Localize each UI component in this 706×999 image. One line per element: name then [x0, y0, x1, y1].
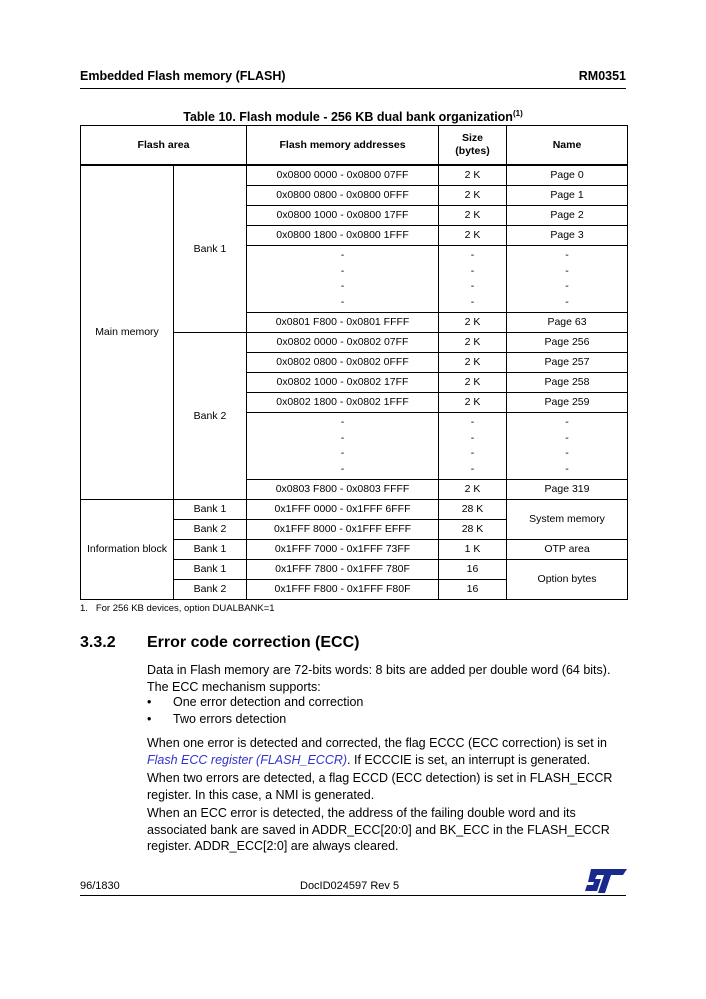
table-title-note: (1) — [512, 109, 523, 118]
dash: - — [340, 431, 345, 444]
size-cell: 2 K — [439, 165, 507, 186]
address-cell: 0x0802 0000 - 0x0802 07FF — [247, 333, 439, 353]
paragraph-ecc-detection: When two errors are detected, a flag ECCD (ECC detection) is set in FLASH_ECCR register. In this case, a NMI is generated. — [147, 771, 613, 802]
table-footnote: 1. For 256 KB devices, option DUALBANK=1 — [80, 603, 275, 614]
address-cell: 0x1FFF 0000 - 0x1FFF 6FFF — [247, 500, 439, 520]
bank2-label: Bank 2 — [174, 333, 247, 500]
address-cell: 0x0800 1800 - 0x0800 1FFF — [247, 226, 439, 246]
name-cell: Page 256 — [507, 333, 628, 353]
bullet-item — [147, 711, 286, 728]
flash-eccr-link[interactable]: Flash ECC register (FLASH_ECCR) — [147, 752, 348, 767]
bullet-item — [147, 694, 363, 711]
st-logo-icon — [585, 869, 627, 898]
footer-rule — [80, 895, 626, 896]
dash: - — [470, 264, 475, 277]
bullet-icon: • — [147, 712, 152, 726]
bank-cell: Bank 2 — [174, 580, 247, 600]
size-cell: 2 K — [439, 226, 507, 246]
address-cell: 0x0801 F800 - 0x0801 FFFF — [247, 313, 439, 333]
dash: - — [470, 416, 475, 428]
size-cell: 28 K — [439, 520, 507, 540]
ellipsis-size — [439, 413, 507, 480]
bullet-text: One error detection and correction — [173, 695, 364, 709]
system-memory-cell: System memory — [507, 500, 628, 540]
address-cell: 0x1FFF 7800 - 0x1FFF 780F — [247, 560, 439, 580]
option-bytes-cell: Option bytes — [507, 560, 628, 600]
size-cell: 2 K — [439, 373, 507, 393]
table-title-text: Table 10. Flash module - 256 KB dual bank organization — [183, 110, 513, 125]
dash: - — [470, 462, 475, 475]
ellipsis-size — [439, 246, 507, 313]
dash: - — [565, 249, 569, 261]
dash: - — [565, 264, 569, 277]
st-logo-svg — [585, 869, 627, 893]
size-cell: 2 K — [439, 480, 507, 500]
main-memory-label: Main memory — [81, 165, 174, 500]
document-id: DocID024597 Rev 5 — [300, 880, 400, 892]
name-cell: Page 3 — [507, 226, 628, 246]
dash: - — [565, 295, 569, 308]
section-number: 3.3.2 — [80, 634, 116, 651]
address-cell: 0x1FFF F800 - 0x1FFF F80F — [247, 580, 439, 600]
section-title: Error code correction (ECC) — [147, 634, 360, 651]
name-cell: Page 2 — [507, 206, 628, 226]
header-flash-area: Flash area — [81, 126, 247, 166]
address-cell: 0x0800 0800 - 0x0800 0FFF — [247, 186, 439, 206]
size-cell: 16 — [439, 560, 507, 580]
address-cell: 0x0802 1000 - 0x0802 17FF — [247, 373, 439, 393]
bank-cell: Bank 1 — [174, 500, 247, 520]
page-number: 96/1830 — [80, 880, 120, 892]
address-cell: 0x0802 1800 - 0x0802 1FFF — [247, 393, 439, 413]
dash: - — [565, 431, 569, 444]
size-cell: 16 — [439, 580, 507, 600]
name-cell: Page 319 — [507, 480, 628, 500]
ellipsis-name — [507, 246, 628, 313]
dash: - — [470, 431, 475, 444]
dash: - — [340, 249, 345, 261]
dash: - — [565, 416, 569, 428]
header-title: Embedded Flash memory (FLASH) — [80, 69, 286, 83]
dash: - — [470, 295, 475, 308]
dash: - — [340, 416, 345, 428]
size-cell: 28 K — [439, 500, 507, 520]
header-name: Name — [507, 126, 628, 166]
dash: - — [565, 280, 569, 292]
table-title — [80, 109, 626, 124]
table-header-row — [81, 126, 628, 166]
paragraph-text: . If ECCCIE is set, an interrupt is generated. — [347, 752, 591, 767]
header-doc-code: RM0351 — [578, 69, 626, 83]
dash: - — [565, 447, 569, 459]
section-intro: Data in Flash memory are 72-bits words: 8 bits are added per double word (64 bits). The ECC mechanism supports: — [147, 663, 611, 694]
size-cell: 2 K — [439, 186, 507, 206]
bullet-icon: • — [147, 695, 152, 709]
paragraph-ecc-address: When an ECC error is detected, the address of the failing double word and its associated bank are saved in ADDR_ECC[20:0] and BK_ECC in the FLASH_ECCR register. ADDR_ECC[2:0] are always cleared. — [147, 806, 610, 853]
name-cell: Page 259 — [507, 393, 628, 413]
address-cell: 0x0800 0000 - 0x0800 07FF — [247, 165, 439, 186]
paragraph-ecc-correction — [147, 735, 627, 768]
table-row — [81, 500, 628, 520]
dash: - — [340, 462, 345, 475]
name-cell: Page 0 — [507, 165, 628, 186]
dash: - — [470, 249, 475, 261]
header-rule — [80, 88, 626, 89]
table-row — [81, 165, 628, 186]
address-cell: 0x1FFF 8000 - 0x1FFF EFFF — [247, 520, 439, 540]
bank-cell: Bank 1 — [174, 560, 247, 580]
size-cell: 2 K — [439, 313, 507, 333]
name-cell: Page 63 — [507, 313, 628, 333]
paragraph-text: When one error is detected and corrected, the flag ECCC (ECC correction) is set in — [147, 736, 607, 750]
dash: - — [340, 295, 345, 308]
header-addresses: Flash memory addresses — [247, 126, 439, 166]
ellipsis-address — [247, 413, 439, 480]
bank1-label: Bank 1 — [174, 165, 247, 333]
address-cell: 0x0800 1000 - 0x0800 17FF — [247, 206, 439, 226]
dash: - — [340, 264, 345, 277]
address-cell: 0x0803 F800 - 0x0803 FFFF — [247, 480, 439, 500]
bank-cell: Bank 1 — [174, 540, 247, 560]
ellipsis-address — [247, 246, 439, 313]
size-cell: 2 K — [439, 353, 507, 373]
dash: - — [470, 447, 475, 459]
ellipsis-name — [507, 413, 628, 480]
dash: - — [565, 462, 569, 475]
address-cell: 0x0802 0800 - 0x0802 0FFF — [247, 353, 439, 373]
dash: - — [340, 280, 345, 292]
name-cell: Page 258 — [507, 373, 628, 393]
name-cell: Page 257 — [507, 353, 628, 373]
bank-cell: Bank 2 — [174, 520, 247, 540]
info-block-label: Information block — [81, 500, 174, 600]
bullet-text: Two errors detection — [173, 712, 287, 726]
address-cell: 0x1FFF 7000 - 0x1FFF 73FF — [247, 540, 439, 560]
size-cell: 2 K — [439, 206, 507, 226]
otp-area-cell: OTP area — [507, 540, 628, 560]
name-cell: Page 1 — [507, 186, 628, 206]
size-cell: 1 K — [439, 540, 507, 560]
dash: - — [470, 280, 475, 292]
flash-organization-table — [80, 125, 628, 600]
size-cell: 2 K — [439, 333, 507, 353]
size-cell: 2 K — [439, 393, 507, 413]
dash: - — [340, 447, 345, 459]
header-size: Size (bytes) — [439, 126, 507, 166]
